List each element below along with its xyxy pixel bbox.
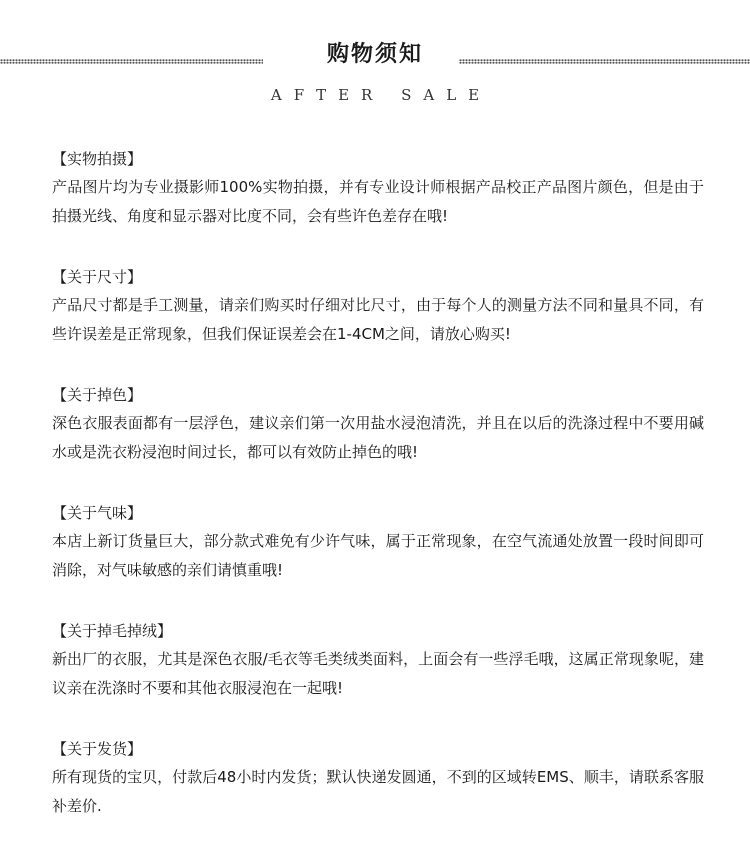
- section-heading: 【关于掉毛掉绒】: [52, 622, 173, 640]
- page-subtitle: AFTER SALE: [270, 86, 492, 104]
- section-body: 所有现货的宝贝，付款后48小时内发货；默认快递发圆通，不到的区域转EMS、顺丰，请联系客服补差价.: [52, 768, 704, 815]
- page-title: 购物须知: [326, 42, 423, 67]
- section-photography: [52, 146, 704, 230]
- section-body: 深色衣服表面都有一层浮色，建议亲们第一次用盐水浸泡清洗，并且在以后的洗涤过程中不要用碱水或是洗衣粉浸泡时间过长，都可以有效防止掉色的哦!: [52, 414, 704, 461]
- dotted-divider-right: [459, 59, 750, 64]
- notice-sections: [52, 146, 704, 854]
- section-shipping: [52, 736, 704, 820]
- section-heading: 【实物拍摄】: [52, 150, 143, 168]
- section-heading: 【关于发货】: [52, 740, 143, 758]
- section-heading: 【关于掉色】: [52, 386, 143, 404]
- section-heading: 【关于气味】: [52, 504, 143, 522]
- section-body: 产品图片均为专业摄影师100%实物拍摄，并有专业设计师根据产品校正产品图片颜色，但是由于拍摄光线、角度和显示器对比度不同，会有些许色差存在哦!: [52, 178, 704, 225]
- page-header: [0, 0, 750, 110]
- section-body: 产品尺寸都是手工测量，请亲们购买时仔细对比尺寸，由于每个人的测量方法不同和量具不同，有些许误差是正常现象，但我们保证误差会在1-4CM之间，请放心购买!: [52, 296, 704, 343]
- section-lint-shedding: [52, 618, 704, 702]
- section-odor: [52, 500, 704, 584]
- section-size: [52, 264, 704, 348]
- section-heading: 【关于尺寸】: [52, 268, 143, 286]
- section-body: 新出厂的衣服，尤其是深色衣服/毛衣等毛类绒类面料，上面会有一些浮毛哦，这属正常现象呢，建议亲在洗涤时不要和其他衣服浸泡在一起哦!: [52, 650, 704, 697]
- section-body: 本店上新订货量巨大，部分款式难免有少许气味，属于正常现象，在空气流通处放置一段时间即可消除，对气味敏感的亲们请慎重哦!: [52, 532, 704, 579]
- section-color-fading: [52, 382, 704, 466]
